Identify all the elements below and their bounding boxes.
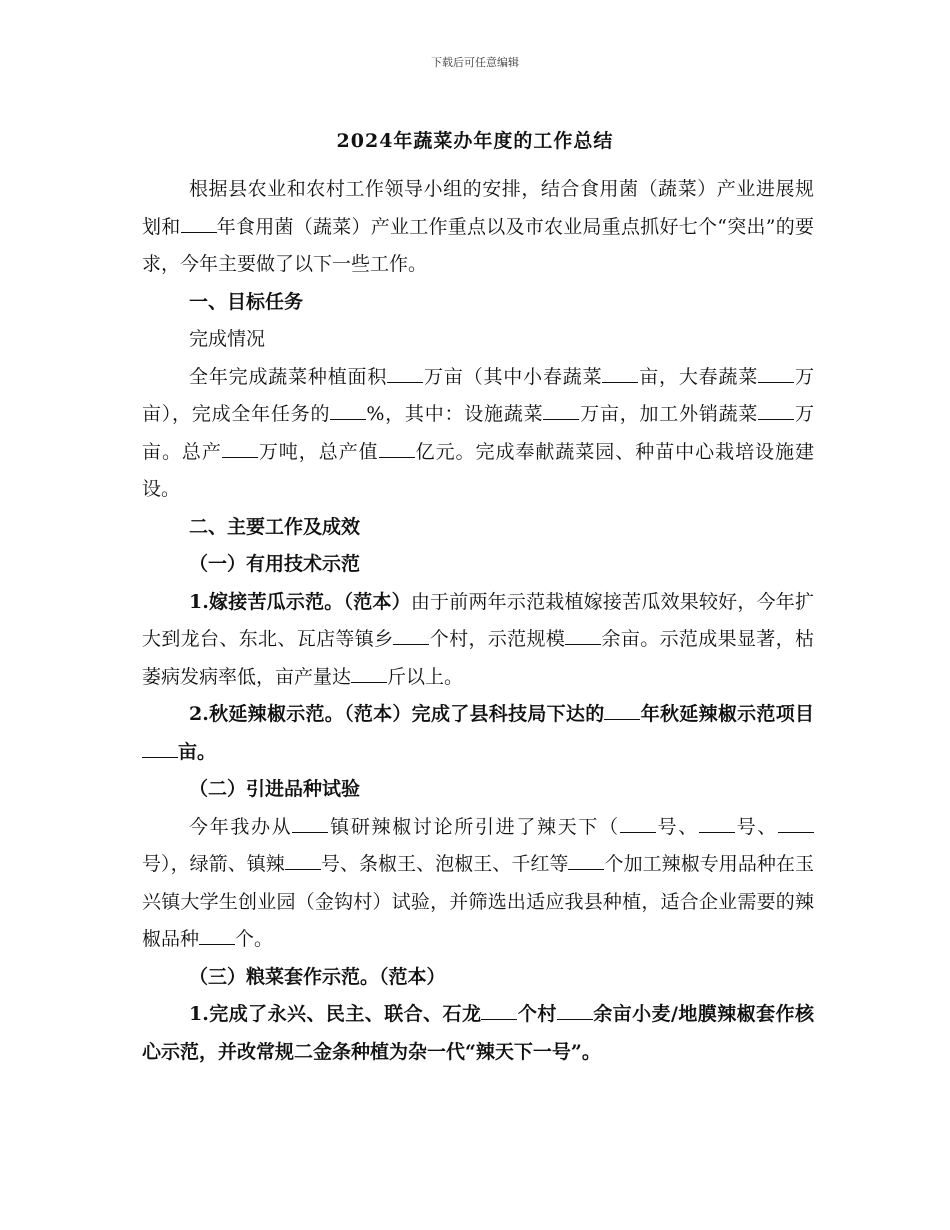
subsection-heading-variety-trial: （二）引进品种试验 (189, 778, 361, 800)
completion-paragraph: 全年完成蔬菜种植面积 万亩（其中小春蔬菜 亩，大春蔬菜 万亩），完成全年任务的 %，其中：设施蔬菜 万亩，加工外销蔬菜 万亩。总产 万吨，总产值 亿元。完成奉献蔬菜园、种苗中心栽培设施建设。 (142, 365, 814, 500)
variety-trial-paragraph: 今年我办从 镇研辣椒讨论所引进了辣天下（ 号、 号、号），绿箭、镇辣 号、条椒王、泡椒王、千红等 个加工辣椒专用品种在玉兴镇大学生创业园（金钩村）试验，并筛选出适应我县种植，适合企业需要的辣椒品种 个。 (142, 815, 814, 950)
section-heading-1: 一、目标任务 (189, 290, 304, 313)
document-title: 2024年蔬菜办年度的工作总结 (336, 130, 614, 152)
subheading-completion: 完成情况 (189, 328, 266, 350)
intercropping-paragraph: 1.完成了永兴、民主、联合、石龙 个村 余亩小麦/地膜辣椒套作核心示范，并改常规二金条种植为杂一代“辣天下一号”。 (142, 1003, 814, 1063)
section-heading-2: 二、主要工作及成效 (189, 515, 361, 538)
page-header: 下载后可任意编辑 (431, 56, 519, 69)
subsection-heading-intercropping: （三）粮菜套作示范。（范本） (189, 965, 446, 988)
autumn-pepper-paragraph: 2.秋延辣椒示范。（范本）完成了县科技局下达的 年秋延辣椒示范项目亩。 (142, 696, 814, 771)
intro-paragraph: 根据县农业和农村工作领导小组的安排，结合食用菌（蔬菜）产业进展规划和 年食用菌（蔬菜）产业工作重点以及市农业局重点抓好七个“突出”的要求，今年主要做了以下一些工作。 (142, 178, 814, 275)
subsection-heading-tech-demo: （一）有用技术示范 (189, 553, 361, 575)
bitter-melon-paragraph: 1.嫁接苦瓜示范。（范本）由于前两年示范栽植嫁接苦瓜效果较好，今年扩大到龙台、东北、瓦店等镇乡 个村，示范规模 余亩。示范成果显著，枯萎病发病率低，亩产量达 斤以上。 (142, 590, 814, 688)
document-body (142, 171, 814, 1071)
